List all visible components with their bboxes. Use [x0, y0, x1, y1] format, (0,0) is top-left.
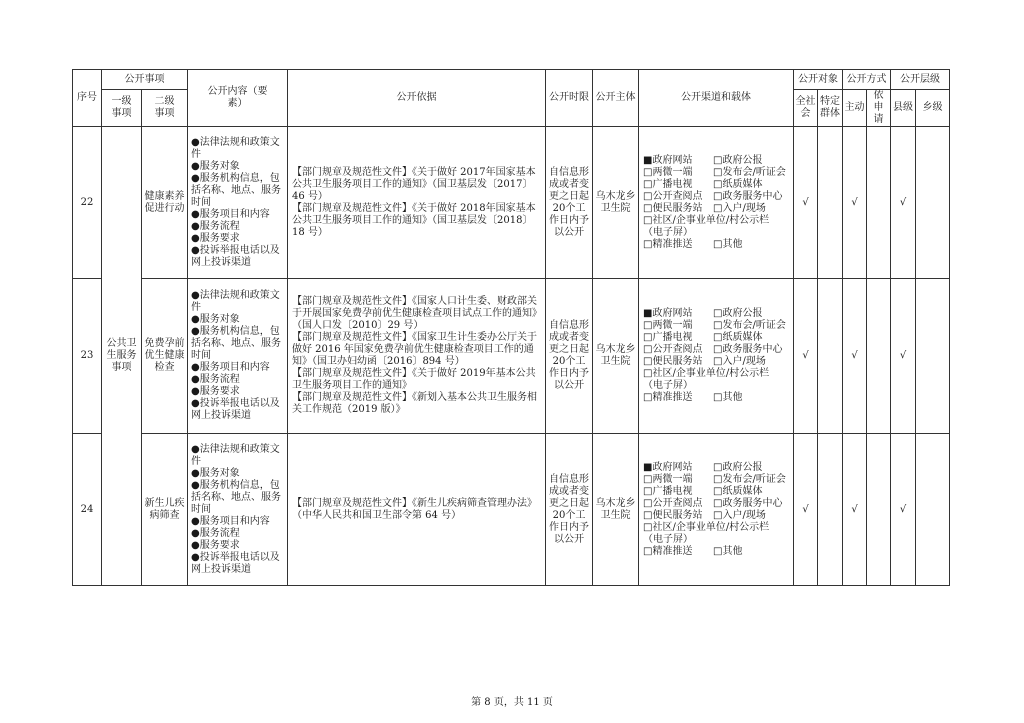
channel-option: □纸质媒体 — [713, 178, 763, 190]
header-time: 公开时限 — [546, 70, 593, 127]
check-mark: √ — [843, 434, 867, 586]
row-seq: 24 — [73, 434, 102, 586]
channel-option: □公开查阅点 — [643, 344, 703, 355]
channel-option: □发布会/听证会 — [713, 320, 786, 331]
basis-item: 【部门规章及规范性文件】《新划入基本公共卫生服务相关工作规范（2019 版）》 — [292, 392, 537, 415]
channel-option: □社区/企事业单位/村公示栏（电子屏） — [643, 521, 770, 545]
channel-option: □公开查阅点 — [643, 190, 703, 202]
header-item: 公开事项 — [102, 70, 188, 90]
empty-cell — [867, 434, 891, 586]
header-target-all: 全社会 — [794, 90, 818, 127]
channel-option: □公开查阅点 — [643, 497, 703, 509]
content-item: ●服务机构信息，包括名称、地点、服务时间 — [191, 172, 281, 208]
content-item: ●服务机构信息，包括名称、地点、服务时间 — [191, 326, 281, 361]
check-mark: √ — [794, 434, 818, 586]
channel-option: ■政府网站 — [643, 461, 693, 473]
header-item-l1: 一级事项 — [102, 90, 142, 127]
channel-option: □政府公报 — [713, 461, 763, 473]
time-limit: 自信息形成或者变更之日起20个工作日内予以公开 — [546, 279, 593, 434]
content-item: ●投诉举报电话以及网上投诉渠道 — [191, 244, 280, 268]
header-level-town: 乡级 — [916, 90, 950, 127]
channel-option: □两微一端 — [643, 166, 693, 178]
check-mark: √ — [891, 434, 916, 586]
check-mark: √ — [794, 279, 818, 434]
channel-option: □精准推送 — [643, 238, 693, 250]
channel-option: □便民服务站 — [643, 202, 703, 214]
content-list — [188, 434, 288, 586]
table-row — [73, 279, 950, 434]
content-item: ●服务流程 — [191, 220, 240, 232]
channel-option: □两微一端 — [643, 473, 693, 485]
check-mark: √ — [891, 127, 916, 279]
header-item-l2: 二级事项 — [142, 90, 188, 127]
basis-cell — [288, 127, 546, 279]
channel-option: □其他 — [713, 392, 743, 403]
basis-cell — [288, 434, 546, 586]
empty-cell — [818, 127, 843, 279]
channel-option: □政务服务中心 — [713, 497, 783, 509]
content-item: ●服务对象 — [191, 160, 240, 172]
channel-option: □入户/现场 — [713, 509, 766, 521]
channel-option: □其他 — [713, 545, 743, 557]
header-basis: 公开依据 — [288, 70, 546, 127]
channel-option: □广播电视 — [643, 332, 693, 343]
channel-option: □政务服务中心 — [713, 190, 783, 202]
channel-option: □政府公报 — [713, 308, 763, 319]
header-level-county: 县级 — [891, 90, 916, 127]
empty-cell — [867, 127, 891, 279]
empty-cell — [916, 279, 950, 434]
channel-option: □广播电视 — [643, 178, 693, 190]
channel-option: □政务服务中心 — [713, 344, 783, 355]
header-method-apply: 依申请 — [867, 90, 891, 127]
page-footer: 第 8 页，共 11 页 — [471, 697, 553, 708]
basis-item: 【部门规章及规范性文件】《国家卫生计生委办公厅关于做好 2016 年国家免费孕前优生健康检查项目工作的通知》（国卫办妇幼函〔2016〕894 号） — [292, 332, 537, 367]
content-item: ●法律法规和政策文件 — [191, 290, 280, 313]
level2-item: 新生儿疾病筛查 — [142, 434, 188, 586]
channel-option: □入户/现场 — [713, 356, 766, 367]
header-target-group: 特定群体 — [818, 90, 843, 127]
table-row — [73, 127, 950, 279]
disclosure-table — [72, 69, 950, 586]
channel-option: □精准推送 — [643, 392, 693, 403]
channel-option: □便民服务站 — [643, 356, 703, 367]
channel-option: □广播电视 — [643, 485, 693, 497]
basis-item: 【部门规章及规范性文件】《关于做好 2018年国家基本公共卫生服务项目工作的通知》（国卫基层发〔2018〕18 号） — [292, 202, 536, 238]
content-item: ●服务流程 — [191, 527, 240, 539]
channel-option: □纸质媒体 — [713, 485, 763, 497]
check-mark: √ — [794, 127, 818, 279]
basis-cell — [288, 279, 546, 434]
channels-cell — [639, 279, 794, 434]
header-content: 公开内容（要素） — [188, 70, 288, 127]
header-method-active: 主动 — [843, 90, 867, 127]
content-item: ●服务要求 — [191, 232, 240, 244]
channel-option: □便民服务站 — [643, 509, 703, 521]
subject: 乌木龙乡卫生院 — [593, 279, 639, 434]
channel-option: □两微一端 — [643, 320, 693, 331]
subject: 乌木龙乡卫生院 — [593, 434, 639, 586]
empty-cell — [818, 279, 843, 434]
table-row — [73, 434, 950, 586]
content-item: ●法律法规和政策文件 — [191, 136, 280, 160]
channels-cell — [639, 434, 794, 586]
channel-option: □政府公报 — [713, 154, 763, 166]
header-subject: 公开主体 — [593, 70, 639, 127]
basis-item: 【部门规章及规范性文件】《国家人口计生委、财政部关于开展国家免费孕前优生健康检查项目试点工作的通知》（国人口发〔2010〕29 号） — [292, 296, 537, 331]
basis-item: 【部门规章及规范性文件】《关于做好 2019年基本公共卫生服务项目工作的通知》 — [292, 368, 536, 391]
basis-item: 【部门规章及规范性文件】《新生儿疾病筛查管理办法》（中华人民共和国卫生部令第 64 号） — [292, 497, 537, 521]
content-item: ●服务对象 — [191, 467, 240, 479]
content-item: ●服务项目和内容 — [191, 515, 270, 527]
level2-item: 健康素养促进行动 — [142, 127, 188, 279]
time-limit: 自信息形成或者变更之日起20个工作日内予以公开 — [546, 434, 593, 586]
empty-cell — [916, 127, 950, 279]
channel-option: □发布会/听证会 — [713, 166, 786, 178]
header-level: 公开层级 — [891, 70, 950, 90]
row-seq: 23 — [73, 279, 102, 434]
level1-item: 公共卫生服务事项 — [102, 127, 142, 586]
content-item: ●服务要求 — [191, 539, 240, 551]
header-seq: 序号 — [73, 70, 102, 127]
check-mark: √ — [843, 127, 867, 279]
content-item: ●服务对象 — [191, 314, 240, 325]
channel-option: □发布会/听证会 — [713, 473, 786, 485]
empty-cell — [916, 434, 950, 586]
content-item: ●法律法规和政策文件 — [191, 443, 280, 467]
row-seq: 22 — [73, 127, 102, 279]
channel-option: ■政府网站 — [643, 308, 693, 319]
header-target: 公开对象 — [794, 70, 843, 90]
check-mark: √ — [843, 279, 867, 434]
channel-option: □精准推送 — [643, 545, 693, 557]
channel-option: □纸质媒体 — [713, 332, 763, 343]
channel-option: □社区/企事业单位/村公示栏（电子屏） — [643, 214, 770, 238]
header-method: 公开方式 — [843, 70, 891, 90]
channel-option: □其他 — [713, 238, 743, 250]
level2-item: 免费孕前优生健康检查 — [142, 279, 188, 434]
header-channel: 公开渠道和载体 — [639, 70, 794, 127]
content-item: ●服务要求 — [191, 386, 240, 397]
channels-cell — [639, 127, 794, 279]
empty-cell — [867, 279, 891, 434]
channel-option: □入户/现场 — [713, 202, 766, 214]
content-item: ●服务项目和内容 — [191, 362, 270, 373]
time-limit: 自信息形成或者变更之日起20个工作日内予以公开 — [546, 127, 593, 279]
channel-option: □社区/企事业单位/村公示栏（电子屏） — [643, 368, 770, 391]
subject: 乌木龙乡卫生院 — [593, 127, 639, 279]
content-item: ●服务机构信息，包括名称、地点、服务时间 — [191, 479, 281, 515]
content-item: ●投诉举报电话以及网上投诉渠道 — [191, 398, 280, 421]
basis-item: 【部门规章及规范性文件】《关于做好 2017年国家基本公共卫生服务项目工作的通知》（国卫基层发〔2017〕46 号） — [292, 166, 536, 202]
content-item: ●服务项目和内容 — [191, 208, 270, 220]
empty-cell — [818, 434, 843, 586]
check-mark: √ — [891, 279, 916, 434]
content-item: ●服务流程 — [191, 374, 240, 385]
channel-option: ■政府网站 — [643, 154, 693, 166]
content-list — [188, 127, 288, 279]
content-list — [188, 279, 288, 434]
content-item: ●投诉举报电话以及网上投诉渠道 — [191, 551, 280, 575]
